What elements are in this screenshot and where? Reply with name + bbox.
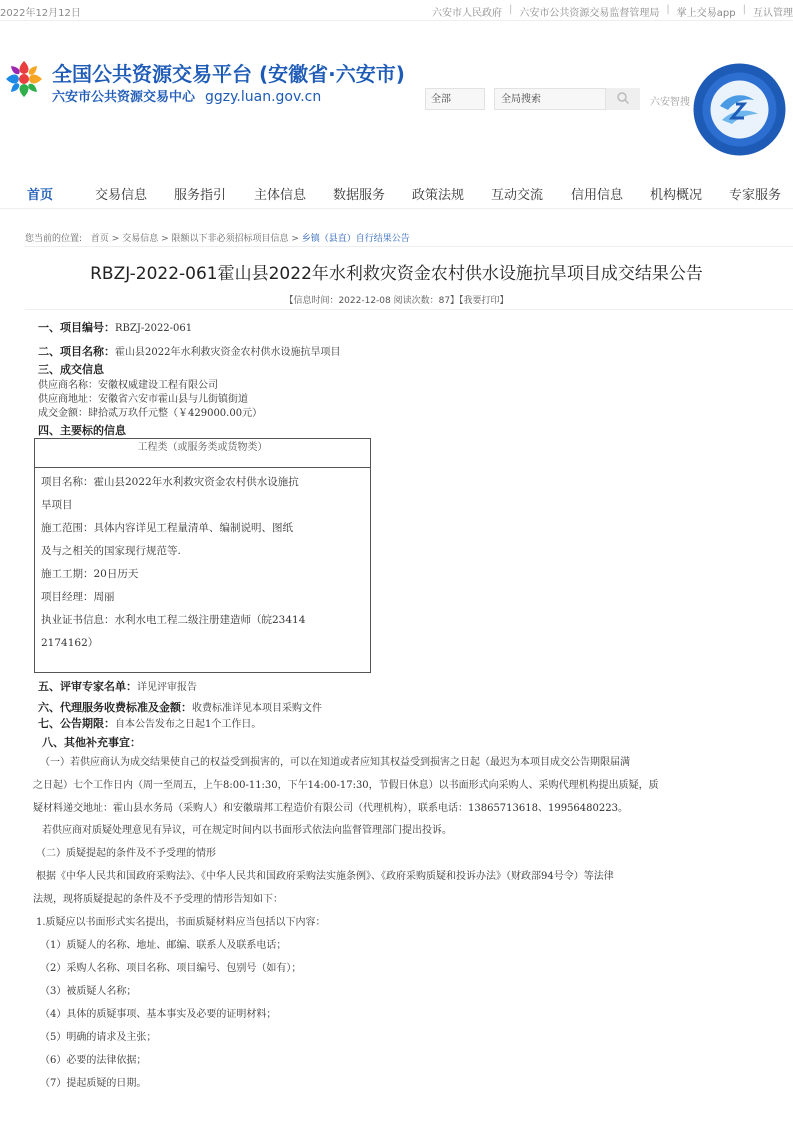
nav-expert[interactable]: 专家服务 (729, 188, 782, 203)
breadcrumb-category[interactable]: 限额以下非必须招标项目信息 (171, 234, 289, 244)
top-links (432, 4, 793, 19)
nav-service-guide[interactable]: 服务指引 (174, 188, 227, 203)
breadcrumb-trade-info[interactable]: 交易信息 (122, 234, 159, 244)
section-agency-fee (38, 699, 322, 715)
page-title: RBZJ-2022-061霍山县2022年水利救灾资金农村供水设施抗旱项目成交结果公告 (90, 264, 703, 284)
regional-cooperation-seal-icon (692, 62, 787, 157)
center-name: 六安市公共资源交易中心 (52, 90, 196, 105)
top-link-supervision[interactable]: 六安市公共资源交易监督管理局 (519, 8, 660, 19)
table-line: 2174162） (41, 637, 99, 649)
main-nav (0, 178, 793, 206)
article-meta: 【信息时间：2022-12-08 阅读次数：87】【我要打印】 (284, 296, 509, 306)
section-label: 八、其他补充事宜： (42, 736, 141, 749)
top-link-mutual[interactable]: 互认管理 (753, 8, 793, 19)
list-item: （2）采购人名称、项目名称、项目编号、包别号（如有）； (40, 963, 302, 974)
section-project-name (38, 343, 340, 359)
list-item: （3）被质疑人名称； (40, 986, 137, 997)
breadcrumb: 您当前的位置: 首页 > 交易信息 > 限额以下非必须招标项目信息 > 乡镇（县直）自行结果公告 (25, 234, 410, 244)
list-item: （6）必要的法律依据； (40, 1055, 147, 1066)
separator: | (509, 4, 513, 15)
announcement-period-value: 自本公告发布之日起1个工作日。 (115, 719, 262, 730)
breadcrumb-prefix: 您当前的位置: (25, 234, 83, 244)
current-date: 2022年12月12日 (0, 8, 81, 19)
divider (0, 208, 793, 209)
breadcrumb-home[interactable]: 首页 (90, 234, 109, 244)
section-label: 七、公告期限： (38, 717, 115, 730)
divider (25, 309, 793, 310)
experts-value: 详见评审报告 (137, 682, 197, 693)
table-line: 及与之相关的国家现行规范等. (41, 545, 181, 557)
nav-policy[interactable]: 政策法规 (412, 188, 465, 203)
paragraph-line: 法规，现将质疑提起的条件及不予受理的情形告知如下： (33, 894, 283, 905)
section-deal-info (38, 361, 104, 377)
supplier-name: 供应商名称：安徽权威建设工程有限公司 (38, 380, 218, 391)
top-link-gov[interactable]: 六安市人民政府 (432, 8, 503, 19)
nav-trade-info[interactable]: 交易信息 (95, 188, 148, 203)
project-number: RBZJ-2022-061 (115, 323, 193, 334)
center-subtitle (52, 86, 321, 105)
nav-credit[interactable]: 信用信息 (571, 188, 624, 203)
list-item: （7）提起质疑的日期。 (40, 1078, 147, 1089)
paragraph-line: 疑材料递交地址：霍山县水务局（采购人）和安徽瑞邦工程造价有限公司（代理机构），联系电话：13865713618、19956480223。 (33, 803, 628, 814)
agency-fee-value: 收费标准详见本项目采购文件 (192, 703, 322, 714)
search-scope-select[interactable]: 全部 (425, 88, 485, 110)
project-name: 霍山县2022年水利救灾资金农村供水设施抗旱项目 (115, 347, 341, 358)
subject-info-table (34, 438, 371, 673)
platform-logo-icon (2, 57, 46, 101)
site-url: ggzy.luan.gov.cn (205, 89, 322, 105)
table-line: 旱项目 (41, 499, 73, 511)
section-project-number (38, 319, 192, 335)
deal-amount: 成交金额：肆拾贰万玖仟元整（￥429000.00元） (38, 408, 263, 419)
section-label: 五、评审专家名单： (38, 680, 137, 693)
supplier-address: 供应商地址：安徽省六安市霍山县与儿街镇街道 (38, 394, 248, 405)
list-item: （4）具体的质疑事项、基本事实及必要的证明材料； (40, 1009, 277, 1020)
smart-search-link[interactable]: 六安智搜 (650, 97, 690, 108)
section-label: 二、项目名称： (38, 345, 115, 358)
nav-data-service[interactable]: 数据服务 (333, 188, 386, 203)
section-label: 三、成交信息 (38, 363, 104, 376)
top-link-app[interactable]: 掌上交易app (676, 8, 736, 19)
search-icon (616, 91, 630, 105)
section-label: 四、主要标的信息 (38, 424, 126, 437)
section-label: 一、项目编号： (38, 321, 115, 334)
list-item: （1）质疑人的名称、地址、邮编、联系人及联系电话； (40, 940, 287, 951)
search-button[interactable] (606, 88, 640, 110)
section-experts (38, 678, 197, 694)
table-line: 项目名称：霍山县2022年水利救灾资金农村供水设施抗 (41, 476, 299, 488)
paragraph-line: 若供应商对质疑处理意见有异议，可在规定时间内以书面形式依法向监督管理部门提出投诉。 (42, 825, 452, 836)
table-line: 施工工期：20日历天 (41, 568, 139, 580)
separator: | (742, 4, 746, 15)
section-announcement-period (38, 715, 261, 731)
nav-home[interactable]: 首页 (27, 188, 54, 203)
paragraph-line: 根据《中华人民共和国政府采购法》、《中华人民共和国政府采购法实施条例》、《政府采购质疑和投诉办法》（财政部94号令）等法律 (36, 871, 614, 882)
global-search-input[interactable] (494, 88, 606, 110)
breadcrumb-current[interactable]: 乡镇（县直）自行结果公告 (301, 234, 410, 244)
table-line: 项目经理：周丽 (41, 591, 115, 603)
table-header: 工程类（或服务类或货物类） (35, 439, 370, 468)
table-line: 施工范围：具体内容详见工程量清单、编制说明、图纸 (41, 522, 293, 534)
section-label: 六、代理服务收费标准及金额： (38, 701, 192, 714)
table-line: 执业证书信息：水利水电工程二级注册建造师（皖23414 (41, 614, 306, 626)
separator: | (666, 4, 670, 15)
divider (25, 246, 793, 247)
list-item: （5）明确的请求及主张； (40, 1032, 157, 1043)
top-bar (0, 0, 793, 21)
nav-interaction[interactable]: 互动交流 (491, 188, 544, 203)
paragraph-line: 之日起）七个工作日内（周一至周五，上午8:00-11:30，下午14:00-17:30，节假日休息）以书面形式向采购人、采购代理机构提出质疑，质 (33, 780, 659, 791)
section-main-subject (38, 422, 126, 438)
paragraph-line: （一）若供应商认为成交结果使自己的权益受到损害的，可以在知道或者应知其权益受到损害之日起（最迟为本项目成交公告期限届满 (40, 757, 630, 768)
paragraph-line: 1.质疑应以书面形式实名提出，书面质疑材料应当包括以下内容： (36, 917, 326, 928)
paragraph-line: （二）质疑提起的条件及不予受理的情形 (36, 848, 216, 859)
nav-entity-info[interactable]: 主体信息 (254, 188, 307, 203)
nav-about[interactable]: 机构概况 (650, 188, 703, 203)
section-other-matters (42, 734, 141, 750)
platform-title: 全国公共资源交易平台 (安徽省·六安市) (52, 62, 405, 86)
